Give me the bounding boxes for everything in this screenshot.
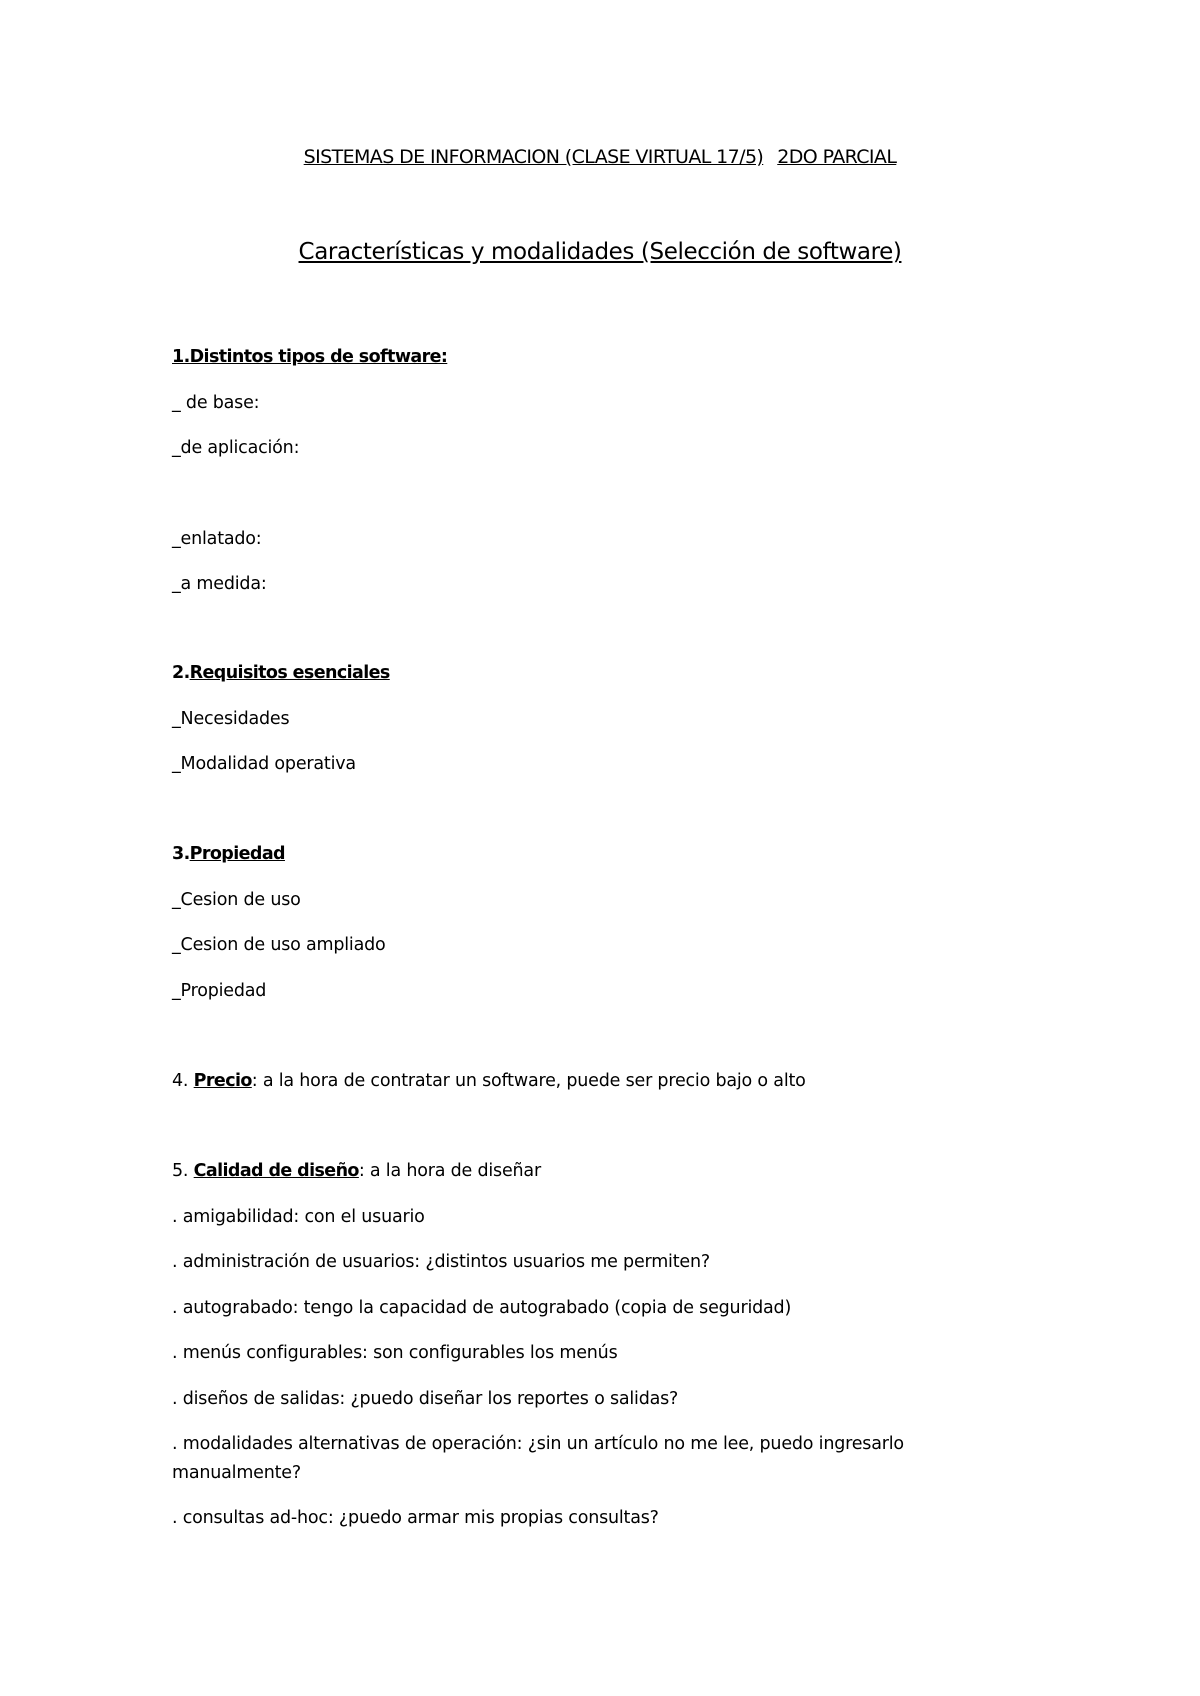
section-1-item: _a medida: — [172, 574, 267, 594]
section-3-item: _Cesion de uso — [172, 890, 301, 910]
section-4-text: : a la hora de contratar un software, puede ser precio bajo o alto — [251, 1071, 806, 1091]
section-3-title: Propiedad — [189, 844, 285, 864]
section-1-item: _de aplicación: — [172, 438, 300, 458]
document-title-right: 2DO PARCIAL — [777, 146, 897, 168]
document-title — [0, 146, 1200, 168]
section-4-line — [172, 1070, 806, 1092]
section-5-item: . administración de usuarios: ¿distintos usuarios me permiten? — [172, 1252, 710, 1272]
section-5-item: . autograbado: tengo la capacidad de autograbado (copia de seguridad) — [172, 1298, 792, 1318]
section-5-text: : a la hora de diseñar — [358, 1161, 541, 1181]
section-5-item-continuation: manualmente? — [172, 1463, 301, 1483]
section-2-title: Requisitos esenciales — [189, 663, 390, 683]
section-5-title: Calidad de diseño — [193, 1161, 359, 1181]
section-1-item: _ de base: — [172, 393, 260, 413]
section-5-item: . menús configurables: son configurables los menús — [172, 1343, 618, 1363]
section-5-line — [172, 1160, 541, 1182]
section-2-item: _Necesidades — [172, 709, 290, 729]
document-subtitle: Características y modalidades (Selección de software) — [298, 239, 902, 265]
section-2-item: _Modalidad operativa — [172, 754, 356, 774]
section-3-item: _Cesion de uso ampliado — [172, 935, 386, 955]
section-1-heading: 1.Distintos tipos de software: — [172, 347, 448, 367]
section-5-number: 5. — [172, 1161, 194, 1181]
document-title-left: SISTEMAS DE INFORMACION (CLASE VIRTUAL 17/5) — [303, 146, 764, 168]
section-5-item: . diseños de salidas: ¿puedo diseñar los reportes o salidas? — [172, 1389, 679, 1409]
section-3-number: 3. — [172, 844, 190, 864]
section-3-heading — [172, 843, 285, 865]
section-2-heading — [172, 662, 390, 684]
section-5-item: . modalidades alternativas de operación: ¿sin un artículo no me lee, puedo ingresarlo — [172, 1434, 904, 1454]
section-4-number: 4. — [172, 1071, 194, 1091]
section-5-item: . amigabilidad: con el usuario — [172, 1207, 425, 1227]
section-3-item: _Propiedad — [172, 981, 267, 1001]
section-4-title: Precio — [193, 1071, 252, 1091]
section-1-item: _enlatado: — [172, 529, 262, 549]
section-5-item: . consultas ad-hoc: ¿puedo armar mis propias consultas? — [172, 1508, 659, 1528]
section-2-number: 2. — [172, 663, 190, 683]
